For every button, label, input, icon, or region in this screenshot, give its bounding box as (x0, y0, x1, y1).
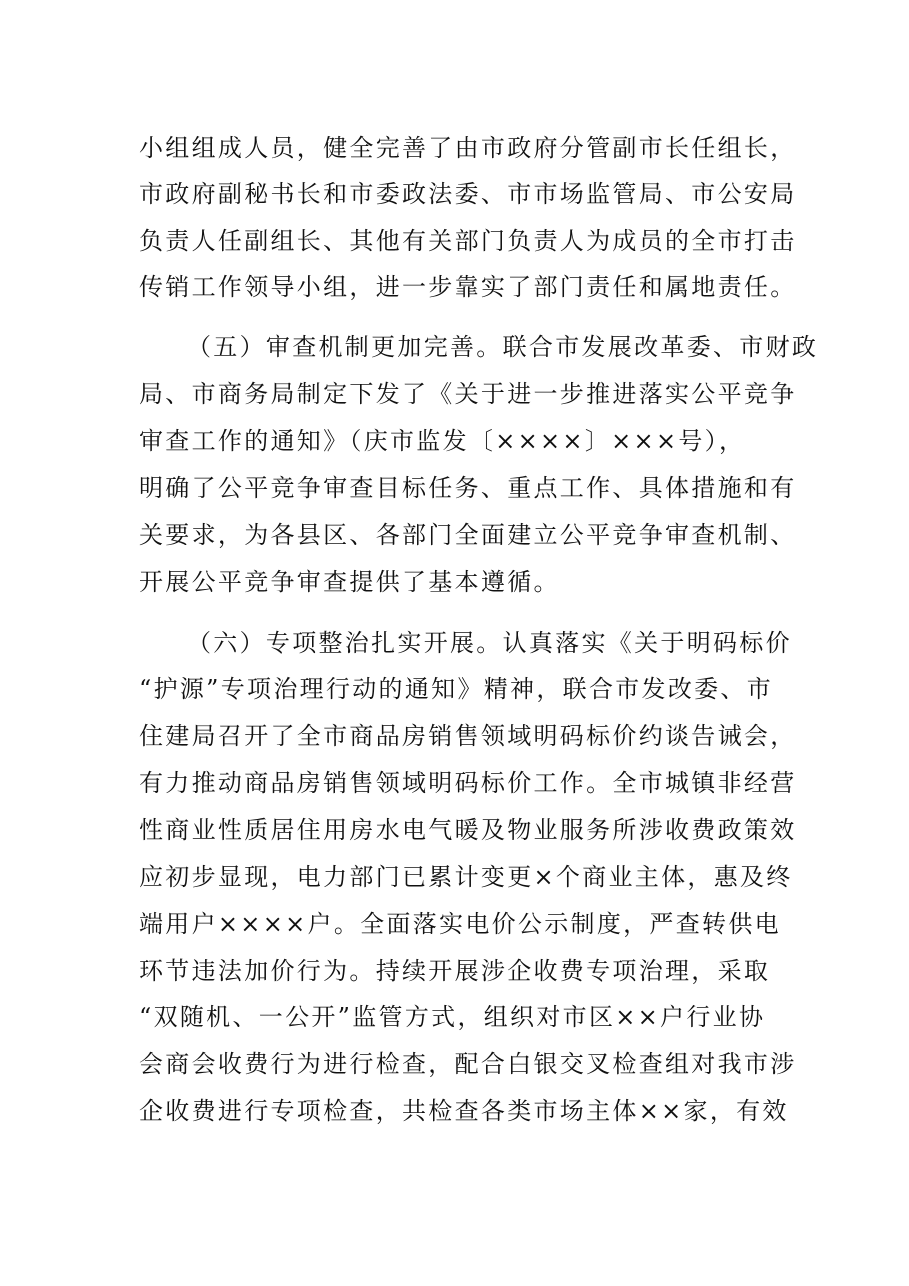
text-line: 关要求，为各县区、各部门全面建立公平竞争审查机制、 (139, 521, 797, 549)
text-line: “双随机、一公开”监管方式，组织对市区××户行业协 (139, 1003, 766, 1031)
text-line: 审查工作的通知》（庆市监发〔××××〕×××号）， (139, 427, 746, 455)
paragraph-six-heading-line: （六）专项整治扎实开展。认真落实《关于明码标价 (187, 629, 792, 657)
text-line: 性商业性质居住用房水电气暖及物业服务所涉收费政策效 (139, 816, 797, 844)
text-line: 企收费进行专项检查，共检查各类市场主体××家，有效 (139, 1097, 789, 1125)
text-line: 端用户××××户。全面落实电价公示制度，严查转供电 (139, 910, 781, 938)
text-line: 负责人任副组长、其他有关部门负责人为成员的全市打击 (139, 227, 797, 255)
text-line: 应初步显现，电力部门已累计变更×个商业主体，惠及终 (139, 863, 793, 891)
text-line: 小组组成人员，健全完善了由市政府分管副市长任组长， (139, 134, 797, 162)
paragraph-five-heading-line: （五）审查机制更加完善。联合市发展改革委、市财政 (187, 333, 819, 361)
text-line: 明确了公平竞争审查目标任务、重点工作、具体措施和有 (139, 474, 797, 502)
text-line: “护源”专项治理行动的通知》精神，联合市发改委、市 (139, 675, 774, 703)
text-line: 传销工作领导小组，进一步靠实了部门责任和属地责任。 (139, 273, 797, 301)
text-line: 会商会收费行为进行检查，配合白银交叉检查组对我市涉 (139, 1050, 797, 1078)
text-line: 开展公平竞争审查提供了基本遵循。 (139, 568, 560, 596)
text-line: 局、市商务局制定下发了《关于进一步推进落实公平竞争 (139, 380, 797, 408)
text-line: 市政府副秘书长和市委政法委、市市场监管局、市公安局 (139, 180, 797, 208)
text-line: 有力推动商品房销售领域明码标价工作。全市城镇非经营 (139, 769, 797, 797)
text-line: 环节违法加价行为。持续开展涉企收费专项治理，采取 (139, 957, 771, 985)
text-line: 住建局召开了全市商品房销售领域明码标价约谈告诫会， (139, 722, 797, 750)
